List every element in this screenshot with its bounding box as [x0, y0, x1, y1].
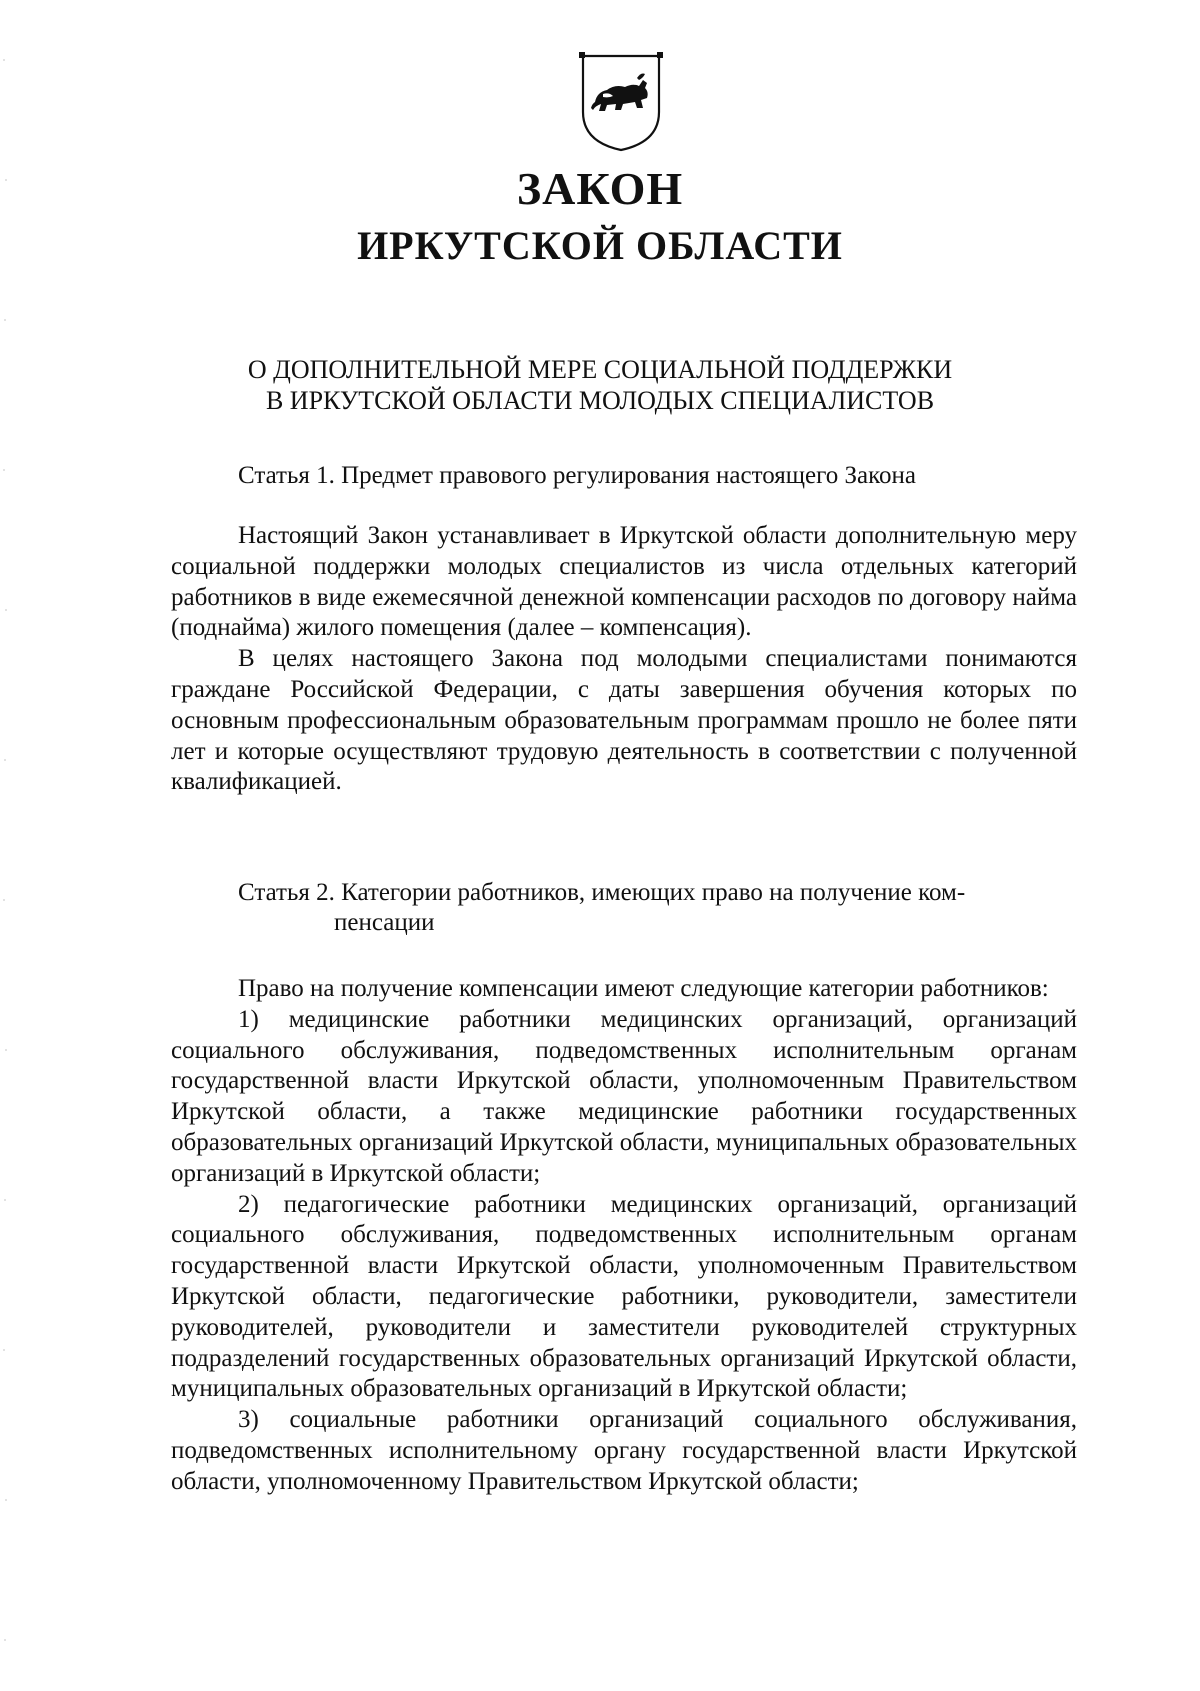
paragraph: Право на получение компенсации имеют следующие категории работников:: [238, 975, 1049, 1002]
list-item: 2) педагогические работники медицинских организаций, организаций социального обслуживания, подведомственных исполнительным органам государственной власти Иркутской области, уполномоченным Правительством Иркутской области, педагогические работники, руководители, заместители руководителей, руководители и заместители руководителей структурных подразделений государственных образовательных организаций Иркутской области, муниципальных образовательных организаций в Иркутской области;: [171, 1190, 1077, 1403]
article-2-heading-line: Статья 2. Категории работников, имеющих право на получение ком-: [238, 879, 966, 906]
article-1-body: [171, 521, 1077, 798]
article-2-heading: [238, 878, 1078, 938]
list-item: 3) социальные работники организаций социального обслуживания, подведомственных исполнительному органу государственной власти Иркутской области, уполномоченному Правительством Иркутской области;: [171, 1406, 1077, 1495]
law-subject-line: В ИРКУТСКОЙ ОБЛАСТИ МОЛОДЫХ СПЕЦИАЛИСТОВ: [265, 386, 935, 415]
law-subject: [0, 354, 1200, 416]
law-region-title: ИРКУТСКОЙ ОБЛАСТИ: [357, 223, 843, 268]
article-2-heading-line: пенсации: [334, 909, 435, 936]
list-item: 1) медицинские работники медицинских организаций, организаций социального обслуживания, подведомственных исполнительным органам государственной власти Иркутской области, уполномоченным Правительством Иркутской области, а также медицинские работники государственных образовательных организаций Иркутской области, муниципальных образовательных организаций в Иркутской области;: [171, 1005, 1077, 1187]
law-title: ЗАКОН: [516, 163, 684, 214]
article-2-body: [171, 974, 1077, 1498]
law-subject-line: О ДОПОЛНИТЕЛЬНОЙ МЕРЕ СОЦИАЛЬНОЙ ПОДДЕРЖКИ: [247, 355, 953, 384]
paragraph: Настоящий Закон устанавливает в Иркутской области дополнительную меру социальной поддержки молодых специалистов из числа отдельных категорий работников в виде ежемесячной денежной компенсации расходов по договору найма (поднайма) жилого помещения (далее – компенсация).: [171, 522, 1077, 642]
paragraph: В целях настоящего Закона под молодыми специалистами понимаются граждане Российской Федерации, с даты завершения обучения которых по основным профессиональным образовательным программам прошло не более пяти лет и которые осуществляют трудовую деятельность в соответствии с полученной квалификацией.: [171, 645, 1077, 796]
irkutsk-coat-of-arms-icon: [575, 50, 667, 154]
article-1-heading: Статья 1. Предмет правового регулирования настоящего Закона: [238, 462, 916, 489]
